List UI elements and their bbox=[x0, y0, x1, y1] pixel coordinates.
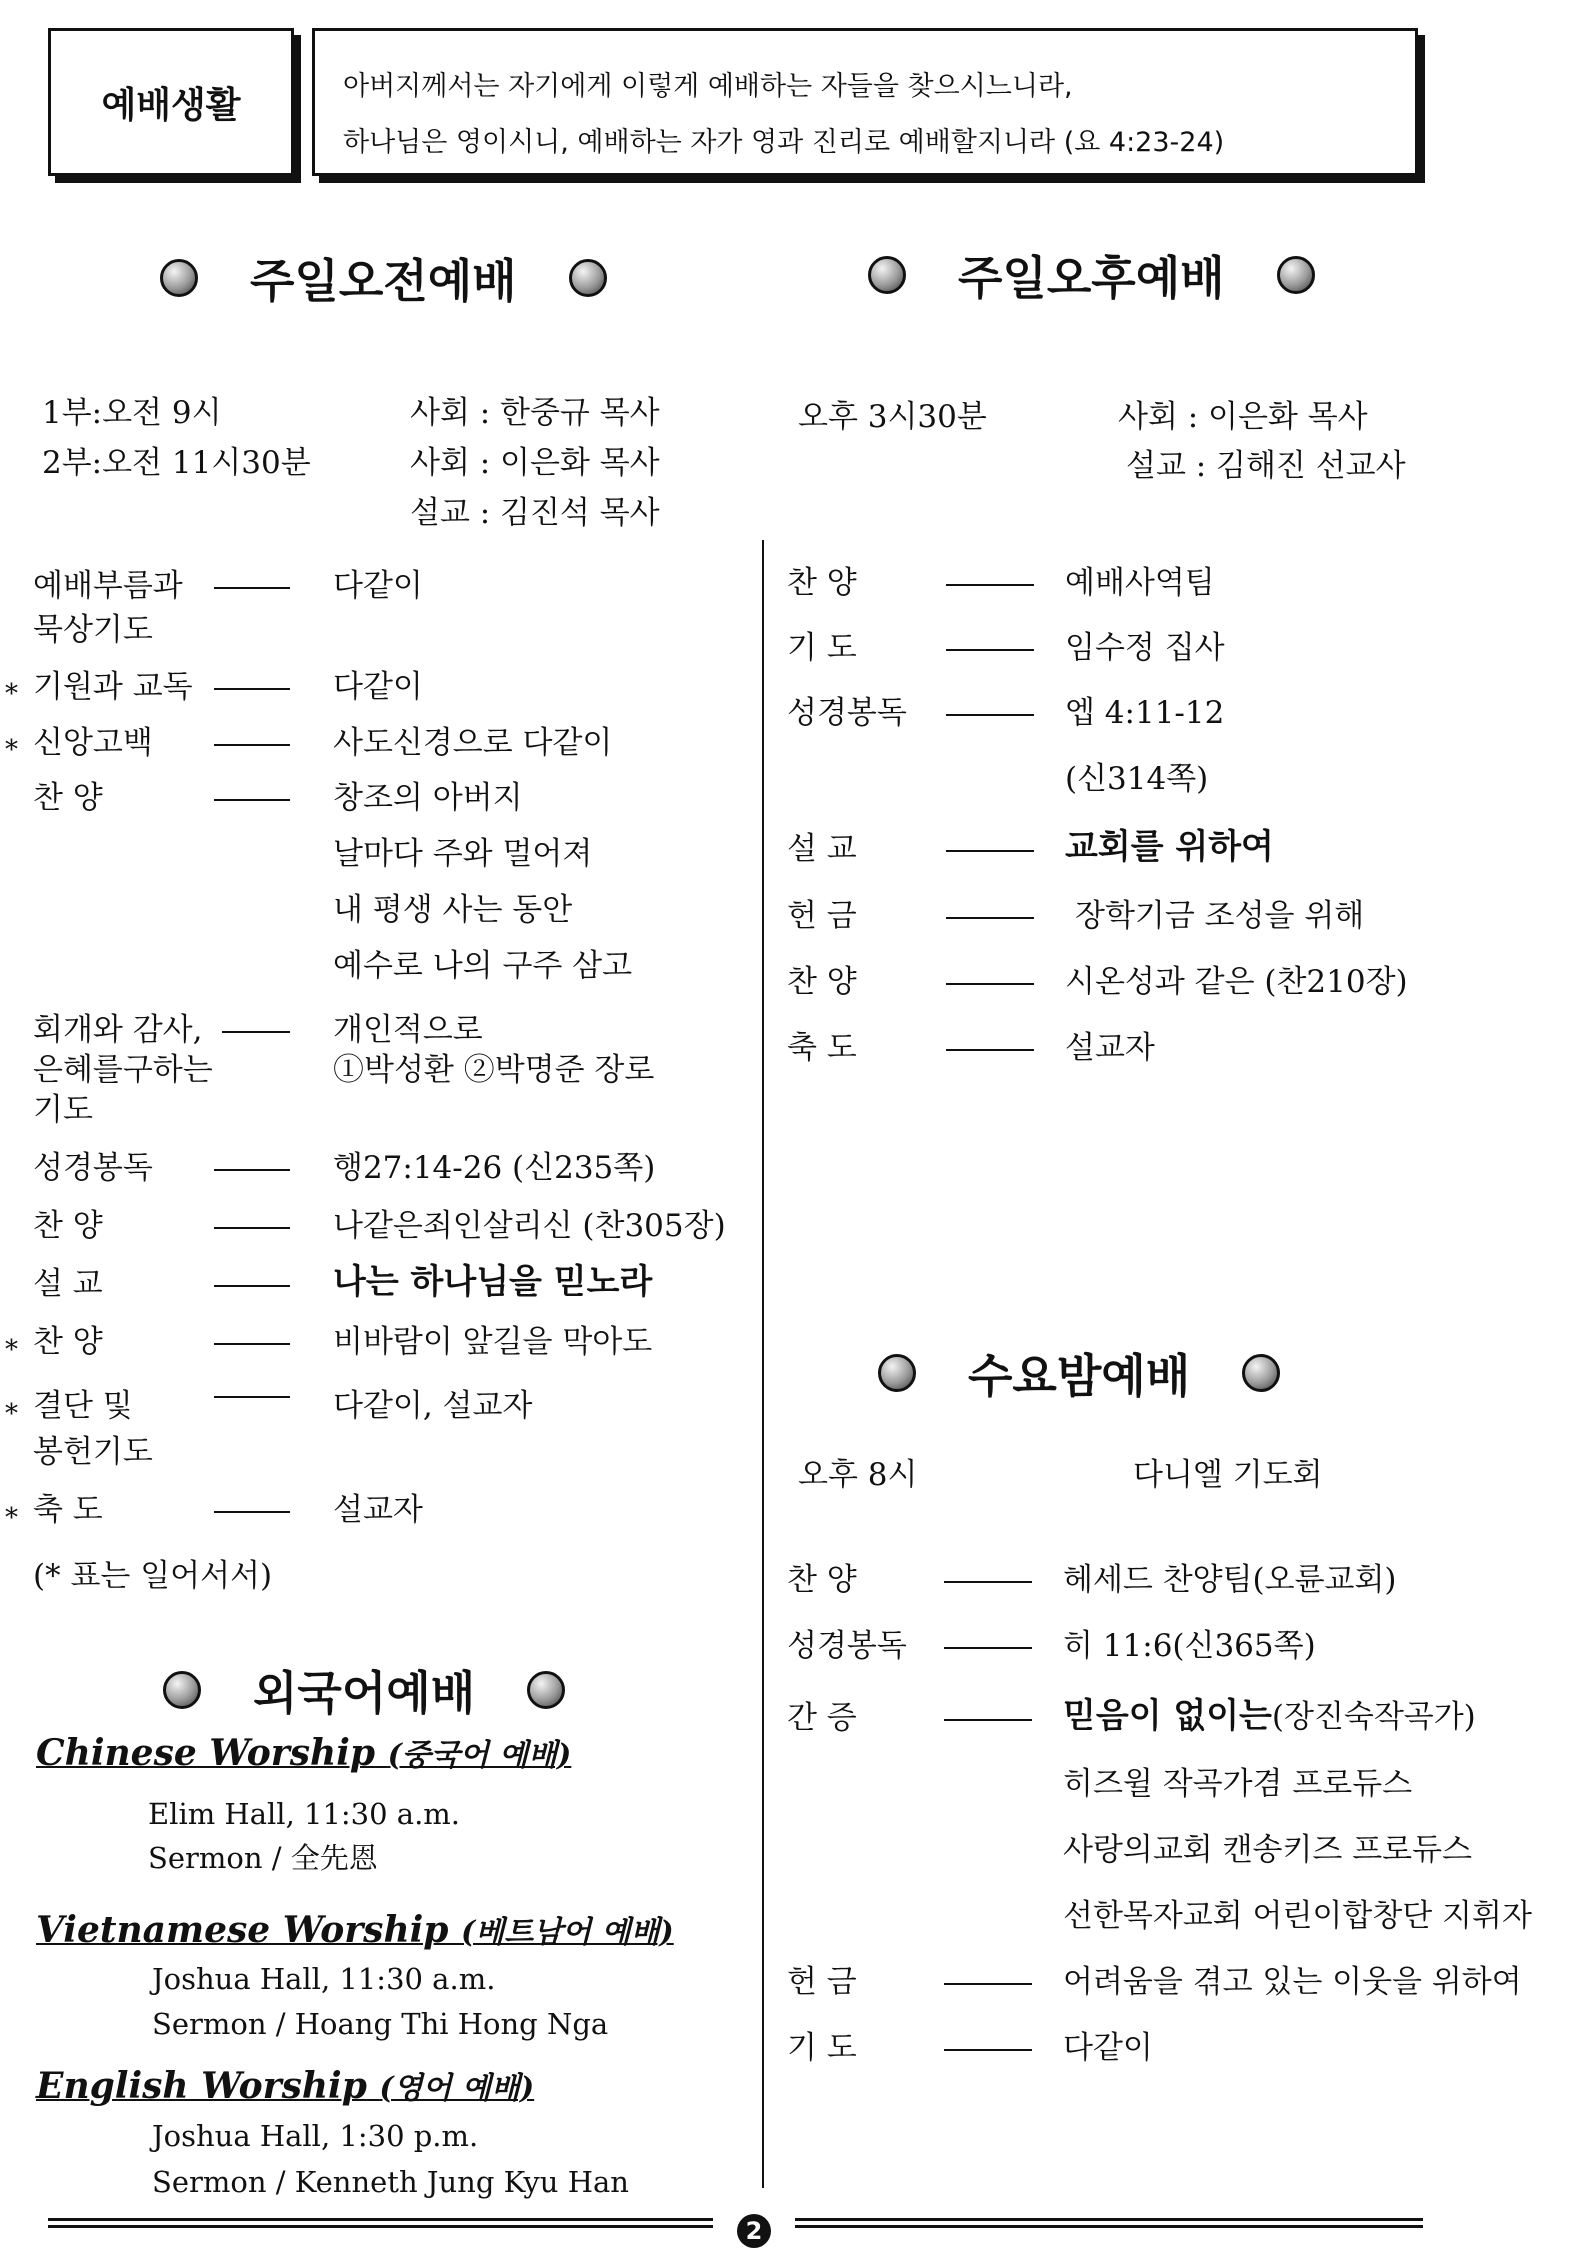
order-item: 회개와 감사, bbox=[33, 1012, 203, 1048]
bullet-ball-icon bbox=[878, 1354, 916, 1392]
verse-line-1: 아버지께서는 자기에게 이렇게 예배하는 자들을 찾으시느니라, bbox=[343, 71, 1073, 102]
bullet-ball-icon bbox=[163, 1671, 201, 1709]
service-name: English Worship (영어 예배) bbox=[36, 2065, 535, 2107]
dash-line bbox=[214, 744, 290, 746]
bullet-ball-icon bbox=[569, 259, 607, 297]
order-detail: 다같이 bbox=[333, 568, 423, 604]
footer-rule-left bbox=[48, 2218, 713, 2228]
star-mark: * bbox=[5, 1335, 18, 1365]
wednesday-title: 수요밤예배 bbox=[878, 1340, 1280, 1406]
order-detail: 히 11:6(신365쪽) bbox=[1063, 1628, 1316, 1664]
column-divider bbox=[762, 540, 764, 2188]
afternoon-role-1: 사회 : 이은화 목사 bbox=[1118, 399, 1368, 435]
dash-line bbox=[946, 983, 1034, 985]
order-detail: 선한목자교회 어린이합창단 지휘자 bbox=[1063, 1898, 1532, 1934]
sermon-title: 나는 하나님을 믿노라 bbox=[333, 1262, 653, 1302]
afternoon-title: 주일오후예배 bbox=[868, 242, 1315, 308]
dash-line bbox=[946, 917, 1034, 919]
service-detail: Sermon / 全先恩 bbox=[148, 1841, 378, 1875]
order-detail: 개인적으로 bbox=[333, 1012, 483, 1048]
wednesday-group: 다니엘 기도회 bbox=[1133, 1457, 1323, 1493]
order-item: 결단 및 bbox=[33, 1388, 133, 1424]
order-detail: 설교자 bbox=[1065, 1030, 1155, 1066]
order-detail: 다같이 bbox=[333, 669, 423, 705]
order-detail: 행27:14-26 (신235쪽) bbox=[333, 1150, 656, 1186]
dash-line bbox=[214, 1227, 290, 1229]
order-item: 기 도 bbox=[787, 2030, 857, 2066]
order-detail: 히즈윌 작곡가겸 프로듀스 bbox=[1063, 1766, 1413, 1802]
dash-line bbox=[214, 587, 290, 589]
dash-line bbox=[214, 1343, 290, 1345]
order-item: 간 증 bbox=[787, 1700, 857, 1736]
order-item: 은혜를구하는 bbox=[33, 1052, 213, 1088]
order-detail: 사도신경으로 다같이 bbox=[333, 725, 613, 761]
morning-role-3: 설교 : 김진석 목사 bbox=[410, 495, 660, 531]
verse-line-2: 하나님은 영이시니, 예배하는 자가 영과 진리로 예배할지니라 (요 4:23-24) bbox=[343, 127, 1225, 158]
header-label-box bbox=[48, 28, 294, 176]
order-item: 성경봉독 bbox=[33, 1150, 153, 1186]
header-verse-box bbox=[312, 28, 1418, 176]
order-detail: 내 평생 사는 동안 bbox=[333, 892, 573, 928]
dash-line bbox=[214, 1396, 290, 1398]
order-detail: 날마다 주와 멀어져 bbox=[333, 836, 593, 872]
order-item: 기 도 bbox=[787, 630, 857, 666]
order-item: 기원과 교독 bbox=[33, 669, 193, 705]
testimony-title: 믿음이 없이는(장진숙작곡가) bbox=[1063, 1696, 1476, 1736]
wednesday-time: 오후 8시 bbox=[798, 1457, 918, 1493]
dash-line bbox=[222, 1031, 290, 1033]
order-detail: ①박성환 ②박명준 장로 bbox=[333, 1052, 655, 1088]
order-item: 묵상기도 bbox=[33, 612, 153, 648]
order-item: 찬 양 bbox=[787, 1562, 857, 1598]
service-detail: Joshua Hall, 1:30 p.m. bbox=[152, 2119, 479, 2153]
standing-note: (* 표는 일어서서) bbox=[33, 1558, 273, 1594]
bullet-ball-icon bbox=[1242, 1354, 1280, 1392]
morning-title: 주일오전예배 bbox=[160, 245, 607, 311]
dash-line bbox=[214, 1285, 290, 1287]
order-detail: 시온성과 같은 (찬210장) bbox=[1065, 964, 1408, 1000]
dash-line bbox=[946, 714, 1034, 716]
order-detail: 다같이, 설교자 bbox=[333, 1388, 533, 1424]
order-item: 헌 금 bbox=[787, 1964, 857, 2000]
dash-line bbox=[946, 584, 1034, 586]
dash-line bbox=[214, 688, 290, 690]
order-detail: 창조의 아버지 bbox=[333, 780, 523, 816]
order-detail: 예수로 나의 구주 삼고 bbox=[333, 948, 633, 984]
bullet-ball-icon bbox=[160, 259, 198, 297]
order-item: 예배부름과 bbox=[33, 568, 183, 604]
dash-line bbox=[946, 1049, 1034, 1051]
service-detail: Elim Hall, 11:30 a.m. bbox=[148, 1797, 461, 1831]
order-detail: 임수정 집사 bbox=[1065, 630, 1225, 666]
star-mark: * bbox=[5, 679, 18, 709]
order-item: 봉헌기도 bbox=[33, 1434, 153, 1470]
afternoon-role-2: 설교 : 김해진 선교사 bbox=[1126, 448, 1406, 484]
bullet-ball-icon bbox=[868, 256, 906, 294]
order-detail: 어려움을 겪고 있는 이웃을 위하여 bbox=[1063, 1964, 1522, 2000]
header-label: 예배생활 bbox=[101, 84, 241, 126]
order-item: 성경봉독 bbox=[787, 695, 907, 731]
order-item: 신앙고백 bbox=[33, 725, 153, 761]
star-mark: * bbox=[5, 1399, 18, 1429]
sermon-title: 교회를 위하여 bbox=[1065, 827, 1274, 867]
order-detail: 설교자 bbox=[333, 1492, 423, 1528]
order-detail: 사랑의교회 캔송키즈 프로듀스 bbox=[1063, 1832, 1473, 1868]
dash-line bbox=[946, 649, 1034, 651]
order-detail: (신314쪽) bbox=[1065, 761, 1209, 797]
order-item: 찬 양 bbox=[33, 1324, 103, 1360]
morning-role-2: 사회 : 이은화 목사 bbox=[410, 445, 660, 481]
order-item: 설 교 bbox=[787, 831, 857, 867]
star-mark: * bbox=[5, 1503, 18, 1533]
order-item: 헌 금 bbox=[787, 898, 857, 934]
order-item: 찬 양 bbox=[33, 1208, 103, 1244]
service-detail: Sermon / Hoang Thi Hong Nga bbox=[152, 2007, 609, 2041]
order-item: 기도 bbox=[33, 1092, 93, 1128]
morning-time-1: 1부:오전 9시 bbox=[42, 395, 222, 431]
morning-role-1: 사회 : 한중규 목사 bbox=[410, 395, 660, 431]
service-detail: Sermon / Kenneth Jung Kyu Han bbox=[152, 2165, 629, 2199]
order-item: 찬 양 bbox=[33, 780, 103, 816]
dash-line bbox=[944, 1983, 1032, 1985]
order-detail: 예배사역팀 bbox=[1065, 565, 1215, 601]
page-number: 2 bbox=[737, 2214, 771, 2248]
dash-line bbox=[944, 1719, 1032, 1721]
dash-line bbox=[944, 1647, 1032, 1649]
order-item: 찬 양 bbox=[787, 565, 857, 601]
bullet-ball-icon bbox=[527, 1671, 565, 1709]
order-item: 설 교 bbox=[33, 1266, 103, 1302]
order-detail: 비바람이 앞길을 막아도 bbox=[333, 1324, 653, 1360]
order-item: 축 도 bbox=[787, 1030, 857, 1066]
dash-line bbox=[944, 2049, 1032, 2051]
order-detail: 헤세드 찬양팀(오륜교회) bbox=[1063, 1562, 1397, 1598]
service-name: Vietnamese Worship (베트남어 예배) bbox=[36, 1909, 674, 1951]
order-detail: 장학기금 조성을 위해 bbox=[1075, 898, 1365, 934]
afternoon-time: 오후 3시30분 bbox=[798, 399, 987, 435]
star-mark: * bbox=[5, 735, 18, 765]
service-detail: Joshua Hall, 11:30 a.m. bbox=[152, 1962, 496, 1996]
order-item: 찬 양 bbox=[787, 964, 857, 1000]
foreign-title: 외국어예배 bbox=[163, 1657, 565, 1723]
order-detail: 엡 4:11-12 bbox=[1065, 695, 1225, 731]
order-detail: 나같은죄인살리신 (찬305장) bbox=[333, 1208, 726, 1244]
order-detail: 다같이 bbox=[1063, 2030, 1153, 2066]
order-item: 성경봉독 bbox=[787, 1628, 907, 1664]
dash-line bbox=[214, 1511, 290, 1513]
dash-line bbox=[214, 1169, 290, 1171]
dash-line bbox=[944, 1581, 1032, 1583]
dash-line bbox=[946, 850, 1034, 852]
morning-time-2: 2부:오전 11시30분 bbox=[42, 445, 311, 481]
footer-rule-right bbox=[795, 2218, 1423, 2228]
bullet-ball-icon bbox=[1277, 256, 1315, 294]
order-item: 축 도 bbox=[33, 1492, 103, 1528]
service-name: Chinese Worship (중국어 예배) bbox=[36, 1732, 572, 1774]
dash-line bbox=[214, 799, 290, 801]
